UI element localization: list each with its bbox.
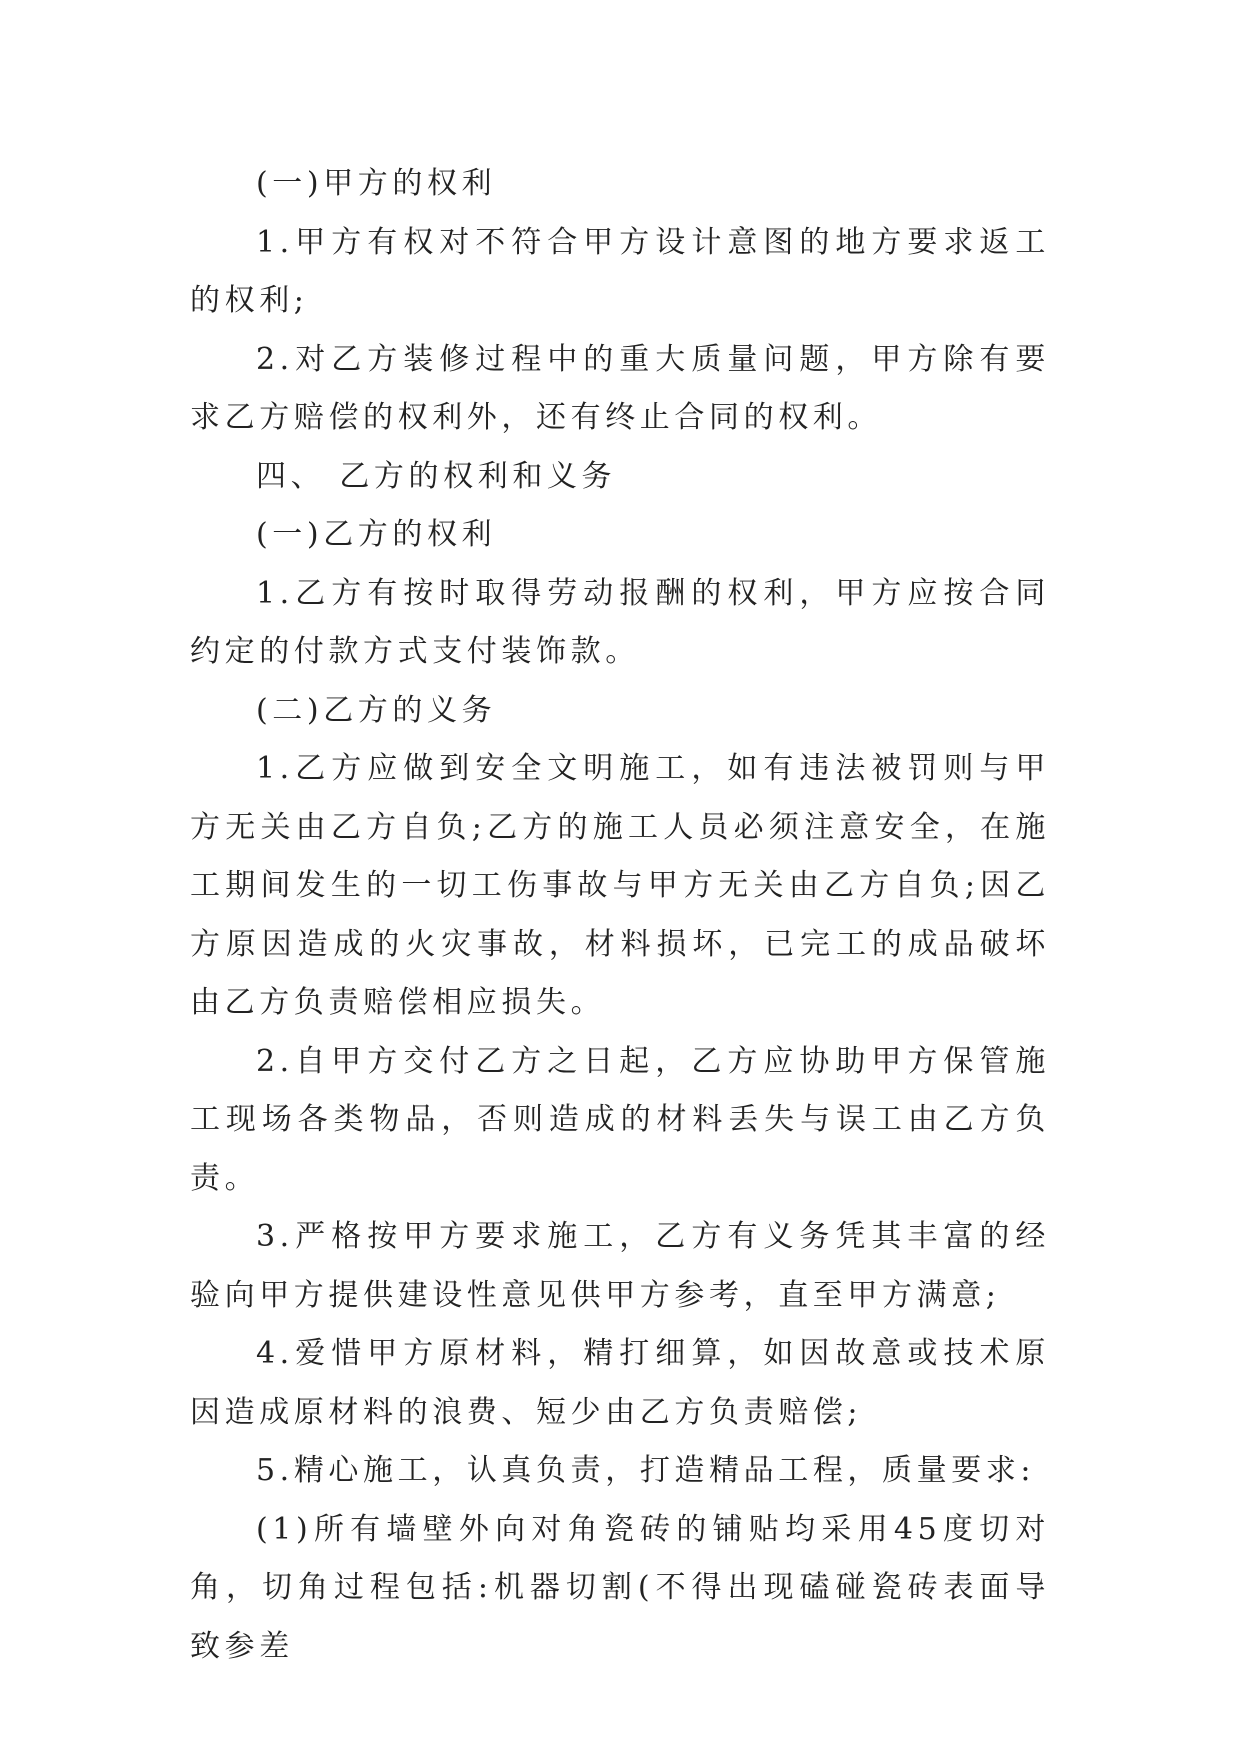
paragraph-quality-requirement-1: (1)所有墙壁外向对角瓷砖的铺贴均采用45度切对角，切角过程包括:机器切割(不得出现磕碰瓷砖表面导致参差 [190, 1511, 1050, 1664]
paragraph-party-a-right-1: 1.甲方有权对不符合甲方设计意图的地方要求返工的权利; [190, 224, 1050, 318]
paragraph-party-b-right-1: 1.乙方有按时取得劳动报酬的权利，甲方应按合同约定的付款方式支付装饰款。 [190, 575, 1050, 669]
section-heading-party-b-rights: (一)乙方的权利 [256, 517, 497, 552]
section-heading-party-a-rights: (一)甲方的权利 [256, 166, 497, 201]
paragraph-party-b-duty-2: 2.自甲方交付乙方之日起，乙方应协助甲方保管施工现场各类物品，否则造成的材料丢失与误工由乙方负责。 [190, 1043, 1050, 1196]
paragraph-party-b-duty-5: 5.精心施工，认真负责，打造精品工程，质量要求: [256, 1453, 1036, 1488]
section-heading-party-b-duties: (二)乙方的义务 [256, 692, 497, 728]
document-body [190, 155, 1050, 1676]
paragraph-party-b-duty-4: 4.爱惜甲方原材料，精打细算，如因故意或技术原因造成原材料的浪费、短少由乙方负责赔偿; [190, 1336, 1050, 1430]
section-heading-party-b-rights-duties: 四、 乙方的权利和义务 [256, 458, 617, 494]
paragraph-party-b-duty-1: 1.乙方应做到安全文明施工，如有违法被罚则与甲方无关由乙方自负;乙方的施工人员必须注意安全，在施工期间发生的一切工伤事故与甲方无关由乙方自负;因乙方原因造成的火灾事故，材料损坏，已完工的成品破坏由乙方负责赔偿相应损失。 [190, 751, 1050, 1020]
paragraph-party-a-right-2: 2.对乙方装修过程中的重大质量问题，甲方除有要求乙方赔偿的权利外，还有终止合同的权利。 [190, 341, 1050, 435]
paragraph-party-b-duty-3: 3.严格按甲方要求施工，乙方有义务凭其丰富的经验向甲方提供建设性意见供甲方参考，直至甲方满意; [190, 1219, 1050, 1313]
